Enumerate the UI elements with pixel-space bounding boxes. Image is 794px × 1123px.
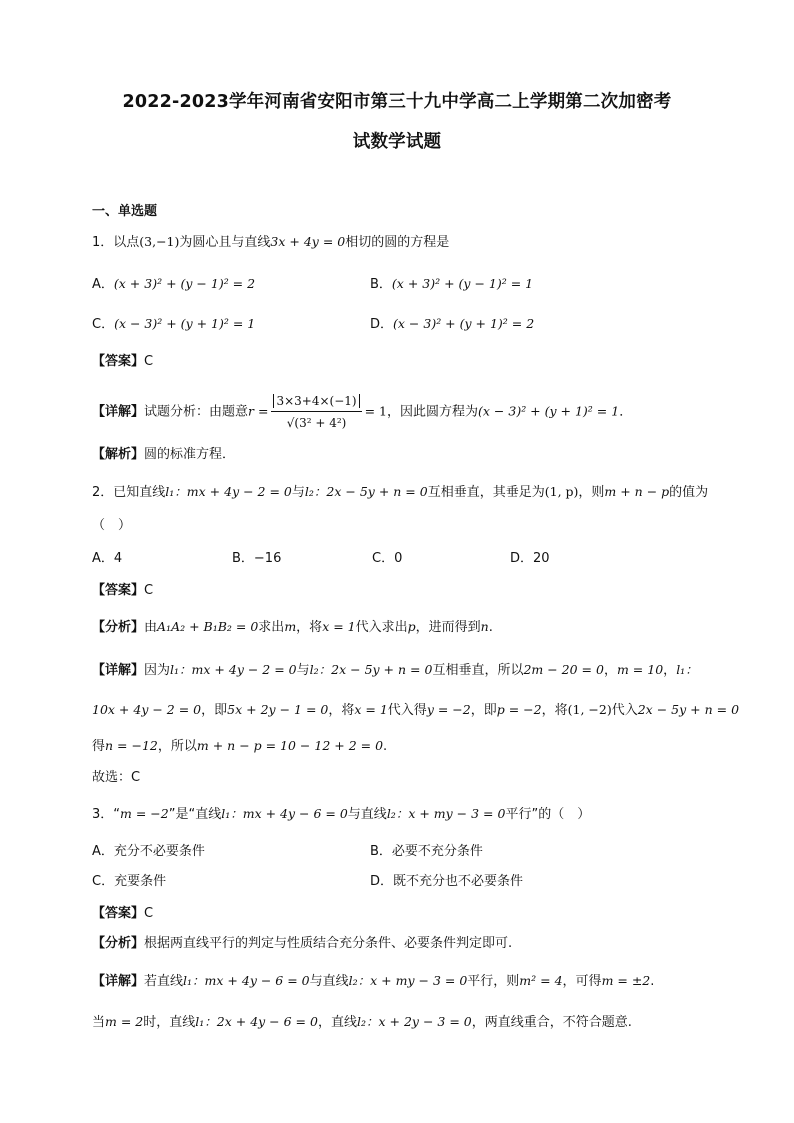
q3-answer	[92, 905, 153, 923]
q1-option-c	[92, 315, 255, 334]
q2-detail3-text-b: ，所以	[157, 739, 197, 754]
q1-point: (3,−1)	[139, 234, 180, 249]
document-title-line-1: 2022-2023学年河南省安阳市第三十九中学高二上学期第二次加密考	[122, 92, 672, 112]
q2-option-d: D．20	[510, 551, 550, 566]
q2-detail-x: x = 1	[354, 702, 388, 717]
q2-l1-symbol: l₁	[165, 484, 175, 499]
q1-option-b	[370, 275, 533, 294]
q3-answer-tag: 【答案】	[92, 906, 145, 921]
q1-option-a-math: (x + 3)² + (y − 1)² = 2	[113, 276, 256, 291]
q2-analysis-p: p	[407, 619, 416, 634]
q3-detail2-text-b: 时，直线	[143, 1015, 196, 1030]
document-title-line-2: 试数学试题	[352, 132, 442, 152]
q2-foot-point: (1, p)	[544, 484, 579, 499]
q2-detail-text-e: ，	[663, 663, 677, 678]
q2-detail2-text-a: ，即	[201, 703, 228, 718]
q1-text-b: 为圆心且与直线	[179, 235, 271, 250]
q2-detail3-text-a: 得	[92, 739, 106, 754]
q1-radius-value: = 1	[364, 403, 387, 419]
q1-option-b-label: B．	[370, 277, 392, 292]
q2-detail2-text-d: ，即	[470, 703, 497, 718]
q3-l2: l₂：x + my − 3 = 0	[386, 806, 506, 821]
q3-text-d: 平行”的（ ）	[505, 807, 591, 822]
q2-option-b: B．−16	[232, 551, 282, 566]
q1-option-d	[370, 315, 534, 334]
q1-analysis-text: 圆的标准方程．	[144, 447, 236, 462]
q2-detail-l1b: l₁：	[676, 662, 698, 677]
q1-numerator-abs: 3×3+4×(−1)	[273, 394, 359, 408]
q3-detail-line-1	[92, 972, 654, 991]
q2-text-b: 互相垂直，其垂足为	[427, 485, 545, 500]
q2-detail-tag: 【详解】	[92, 663, 145, 678]
q3-option-d: D．既不充分也不必要条件	[370, 874, 524, 889]
q1-option-a	[92, 275, 255, 294]
q2-option-a: A．4	[92, 551, 123, 566]
q2-detail-eq3: 2x − 5y + n = 0	[637, 702, 740, 717]
q1-radius-label: r =	[248, 403, 269, 419]
q1-option-d-math: (x − 3)² + (y + 1)² = 2	[393, 316, 535, 331]
q2-detail2-text-f: 代入	[611, 703, 638, 718]
q1-text-c: 相切的圆的方程是	[345, 235, 450, 250]
q2-detail3-text-c: .	[383, 739, 388, 754]
q3-detail-l2: l₂：x + my − 3 = 0	[348, 973, 468, 988]
q1-option-d-label: D．	[370, 317, 394, 332]
q2-detail-eq: 2m − 20 = 0	[523, 662, 604, 677]
q2-answer-value: C	[144, 583, 154, 598]
q2-analysis-text-f: .	[488, 620, 493, 635]
q2-choice: 故选：C	[92, 770, 141, 785]
q1-line: 3x + 4y = 0	[270, 234, 346, 249]
q2-option-c: C．0	[372, 551, 403, 566]
q1-analysis-tag: 【解析】	[92, 447, 145, 462]
q1-option-c-label: C．	[92, 317, 115, 332]
q2-text-d: 的值为	[669, 485, 709, 500]
q3-detail2-text-d: ，两直线重合，不符合题意.	[471, 1015, 632, 1030]
q1-text-a: 1．以点	[92, 235, 140, 250]
q3-text-b: ”是“直线	[168, 807, 222, 822]
question-3-stem	[92, 805, 590, 824]
q1-option-a-label: A．	[92, 277, 114, 292]
q2-detail-eq1: 10x + 4y − 2 = 0	[92, 702, 202, 717]
q2-detail-eq2: 5x + 2y − 1 = 0	[227, 702, 329, 717]
q2-text-c: ，则	[578, 485, 605, 500]
q2-detail-line-2	[92, 701, 739, 720]
q2-text-and: 与	[291, 485, 305, 500]
q2-detail-text-b: 与	[296, 663, 310, 678]
q3-detail-text-d: ，可得	[562, 974, 602, 989]
q3-l1: l₁：mx + 4y − 6 = 0	[221, 806, 348, 821]
q2-analysis-x: x = 1	[322, 619, 356, 634]
q1-analysis	[92, 446, 235, 464]
q1-circle-equation: (x − 3)² + (y + 1)² = 1	[478, 403, 620, 419]
q3-analysis-text: 根据两直线平行的判定与性质结合充分条件、必要条件判定即可.	[144, 936, 513, 951]
q2-detail2-text-e: ，将	[541, 703, 568, 718]
q2-detail-l2: l₂：2x − 5y + n = 0	[309, 662, 433, 677]
q3-detail2-l2: l₂：x + 2y − 3 = 0	[356, 1014, 472, 1029]
q1-answer-tag: 【答案】	[92, 354, 145, 369]
section-heading: 一、单选题	[92, 204, 158, 219]
q2-detail-text-a: 因为	[144, 663, 171, 678]
q2-detail2-text-b: ，将	[328, 703, 355, 718]
q2-detail-text-d: ，	[603, 663, 617, 678]
q1-fraction-denominator: √(3² + 4²)	[286, 416, 347, 430]
q3-option-a: A．充分不必要条件	[92, 844, 205, 859]
q3-option-b: B．必要不充分条件	[370, 844, 483, 859]
q2-analysis-condition: A₁A₂ + B₁B₂ = 0	[157, 619, 259, 634]
q1-detail-end: ．	[619, 404, 633, 420]
q3-analysis	[92, 935, 512, 953]
q2-text-a: 2．已知直线	[92, 485, 166, 500]
q2-detail-l1: l₁：mx + 4y − 2 = 0	[170, 662, 297, 677]
q2-analysis-tag: 【分析】	[92, 620, 145, 635]
q2-paren: （ ）	[92, 518, 132, 533]
q2-detail-sum: m + n − p = 10 − 12 + 2 = 0	[196, 738, 384, 753]
q3-detail2-text-c: ，直线	[317, 1015, 357, 1030]
q2-detail-point: (1, −2)	[567, 702, 612, 717]
q3-detail2-m: m = 2	[105, 1014, 144, 1029]
q3-detail2-l1: l₁：2x + 4y − 6 = 0	[195, 1014, 318, 1029]
q2-answer-tag: 【答案】	[92, 583, 145, 598]
q3-detail-l1: l₁：mx + 4y − 6 = 0	[183, 973, 310, 988]
q2-l1-equation: ：mx + 4y − 2 = 0	[174, 484, 292, 499]
q1-detail-text-b: ，因此圆方程为	[387, 404, 479, 420]
q1-option-c-math: (x − 3)² + (y + 1)² = 1	[114, 316, 256, 331]
q2-detail-text-c: 互相垂直，所以	[432, 663, 524, 678]
q3-detail-line-2	[92, 1013, 632, 1032]
q2-analysis	[92, 618, 493, 637]
q2-analysis-text-d: 代入求出	[355, 620, 408, 635]
q2-detail-m: m = 10	[616, 662, 664, 677]
q1-detail	[92, 392, 632, 432]
q2-detail-y: y = −2	[426, 702, 471, 717]
q2-l2-equation: ：2x − 5y + n = 0	[313, 484, 428, 499]
q2-detail-line-3	[92, 737, 387, 756]
q2-analysis-text-a: 由	[144, 620, 158, 635]
q2-detail-p: p = −2	[496, 702, 542, 717]
q3-option-c: C．充要条件	[92, 874, 167, 889]
q3-text-a: 3．“	[92, 807, 121, 822]
q3-detail-m-squared: m² = 4	[519, 973, 563, 988]
q3-detail-tag: 【详解】	[92, 974, 145, 989]
q2-l2-symbol: l₂	[304, 484, 314, 499]
q2-analysis-n: n	[480, 619, 489, 634]
q2-detail-line-1	[92, 661, 698, 680]
q1-detail-text-a: 试题分析：由题意	[144, 404, 249, 420]
q2-analysis-text-b: 求出	[258, 620, 285, 635]
q3-detail-text-b: 与直线	[309, 974, 349, 989]
q2-expression: m + n − p	[604, 484, 670, 499]
q1-detail-tag: 【详解】	[92, 404, 145, 420]
q3-detail-text-a: 若直线	[144, 974, 184, 989]
q1-answer-value: C	[144, 354, 154, 369]
q3-condition: m = −2	[120, 806, 169, 821]
q3-detail-text-c: 平行，则	[467, 974, 520, 989]
q3-detail-text-e: .	[650, 974, 655, 989]
q3-text-c: 与直线	[347, 807, 387, 822]
q2-detail2-text-c: 代入得	[387, 703, 427, 718]
q2-analysis-text-c: ，将	[296, 620, 323, 635]
question-2-stem	[92, 483, 708, 502]
q2-detail-n: n = −12	[105, 738, 158, 753]
q3-detail2-text-a: 当	[92, 1015, 106, 1030]
q3-analysis-tag: 【分析】	[92, 936, 145, 951]
q1-option-b-math: (x + 3)² + (y − 1)² = 1	[391, 276, 534, 291]
q2-analysis-m: m	[284, 619, 297, 634]
q1-radius-fraction	[271, 392, 361, 432]
q1-fraction-numerator	[271, 392, 361, 412]
q2-analysis-text-e: ，进而得到	[415, 620, 481, 635]
q1-answer	[92, 353, 153, 371]
q3-answer-value: C	[144, 906, 154, 921]
q3-detail-m: m = ±2	[601, 973, 651, 988]
question-1-stem	[92, 233, 449, 252]
q2-answer	[92, 582, 153, 600]
